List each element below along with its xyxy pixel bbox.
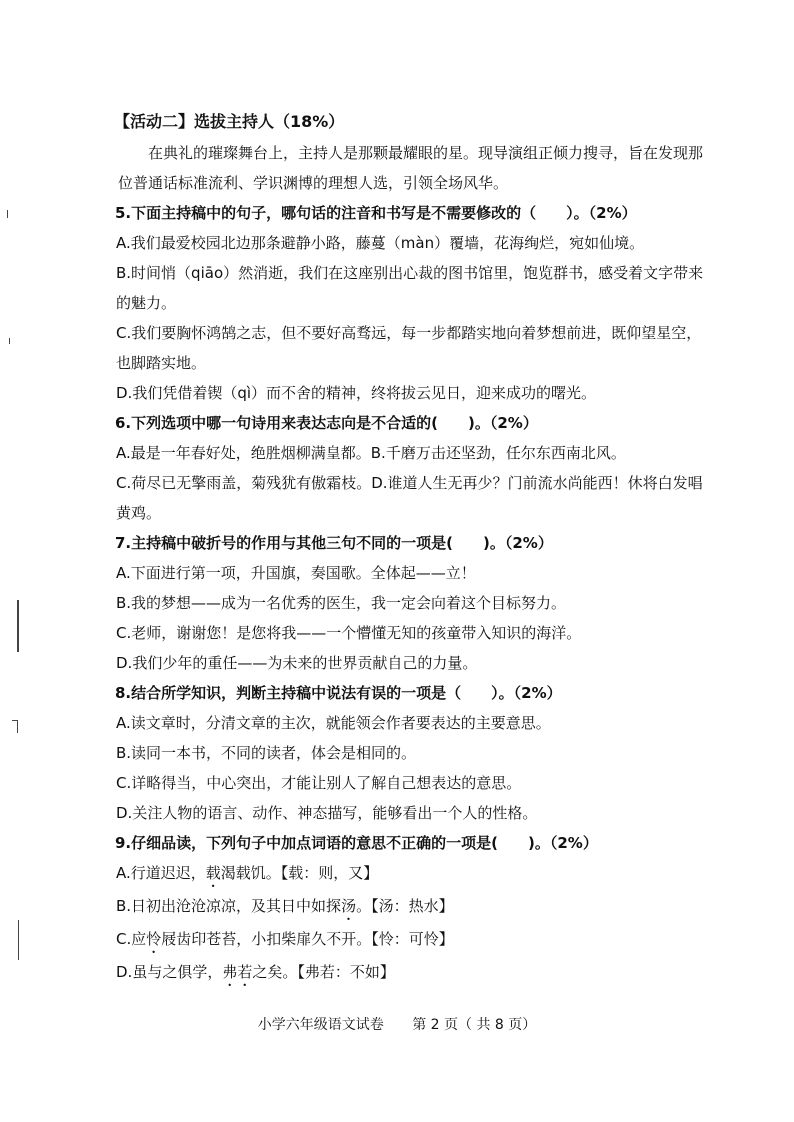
footer-page-info: 第 2 页（ 共 8 页） [412, 1017, 537, 1033]
question-8-option-d: D.关注人物的语言、动作、神态描写，能够看出一个人的性格。 [116, 804, 538, 822]
scan-mark [7, 210, 8, 218]
dotted-word: 弗若 [222, 963, 253, 981]
scan-mark [18, 920, 19, 960]
question-8-option-b: B.读同一本书，不同的读者，体会是相同的。 [116, 744, 417, 762]
question-5-stem: 5.下面主持稿中的句子，哪句话的注音和书写是不需要修改的（ ）。（2%） [115, 204, 637, 222]
footer-exam-name: 小学六年级语文试卷 [257, 1017, 384, 1033]
section-intro: 在典礼的璀璨舞台上，主持人是那颗最耀眼的星。现导演组正倾力搜寻，旨在发现那位普通话标准流利、学识渊博的理想人选，引领全场风华。 [118, 144, 704, 192]
scan-mark [9, 338, 10, 344]
scan-mark [17, 721, 18, 733]
question-6-options-ab: A.最是一年春好处，绝胜烟柳满皇都。B.千磨万击还坚劲，任尔东西南北风。 [116, 444, 626, 462]
question-7-stem: 7.主持稿中破折号的作用与其他三句不同的一项是( )。（2%） [115, 534, 553, 552]
dotted-word: 载 [205, 864, 221, 882]
question-7-option-d: D.我们少年的重任——为未来的世界贡献自己的力量。 [116, 654, 478, 672]
question-9-option-d: D.虽与之俱学，弗若之矣。【弗若：不如】 [116, 963, 395, 981]
section-title: 【活动二】选拔主持人（18%） [114, 112, 345, 131]
question-6-options-cd: C.荷尽已无擎雨盖，菊残犹有傲霜枝。D.谁道人生无再少？门前流水尚能西！休将白发唱黄鸡。 [116, 474, 703, 522]
question-5-option-d: D.我们凭借着锲（qì）而不舍的精神，终将拔云见日，迎来成功的曙光。 [116, 384, 597, 402]
question-5-option-b: B.时间悄（qiāo）然消逝，我们在这座别出心裁的图书馆里，饱览群书，感受着文字带来的魅力。 [116, 264, 704, 312]
dotted-word: 汤 [341, 897, 357, 915]
page-footer [0, 1014, 794, 1034]
question-6-stem: 6.下列选项中哪一句诗用来表达志向是不合适的( )。（2%） [115, 414, 538, 432]
question-5-option-c: C.我们要胸怀鸿鹄之志，但不要好高骛远，每一步都踏实地向着梦想前进，既仰望星空，也脚踏实地。 [116, 324, 702, 372]
question-5-option-a: A.我们最爱校园北边那条避静小路，藤蔓（màn）覆墙，花海绚烂，宛如仙境。 [116, 234, 645, 252]
question-8-option-a: A.读文章时，分清文章的主次，就能领会作者要表达的主要意思。 [116, 714, 551, 732]
scan-mark [17, 600, 19, 652]
exam-content [114, 106, 713, 990]
question-7-option-c: C.老师，谢谢您！是您将我——一个懵懂无知的孩童带入知识的海洋。 [116, 624, 582, 642]
dotted-word: 怜 [146, 930, 162, 948]
question-9-option-c: C.应怜屐齿印苍苔，小扣柴扉久不开。【怜：可怜】 [116, 930, 454, 948]
question-8-option-c: C.详略得当，中心突出，才能让别人了解自己想表达的意思。 [116, 774, 522, 792]
question-7-option-a: A.下面进行第一项，升国旗，奏国歌。全体起——立！ [116, 564, 476, 582]
question-8-stem: 8.结合所学知识，判断主持稿中说法有误的一项是（ ）。（2%） [115, 684, 562, 702]
question-7-option-b: B.我的梦想——成为一名优秀的医生，我一定会向着这个目标努力。 [116, 594, 567, 612]
question-9-option-a: A.行道迟迟，载渴载饥。【载：则，又】 [116, 864, 379, 882]
question-9-option-b: B.日初出沧沧凉凉，及其日中如探汤。【汤：热水】 [116, 897, 454, 915]
question-9-stem: 9.仔细品读，下列句子中加点词语的意思不正确的一项是( )。（2%） [115, 834, 598, 852]
